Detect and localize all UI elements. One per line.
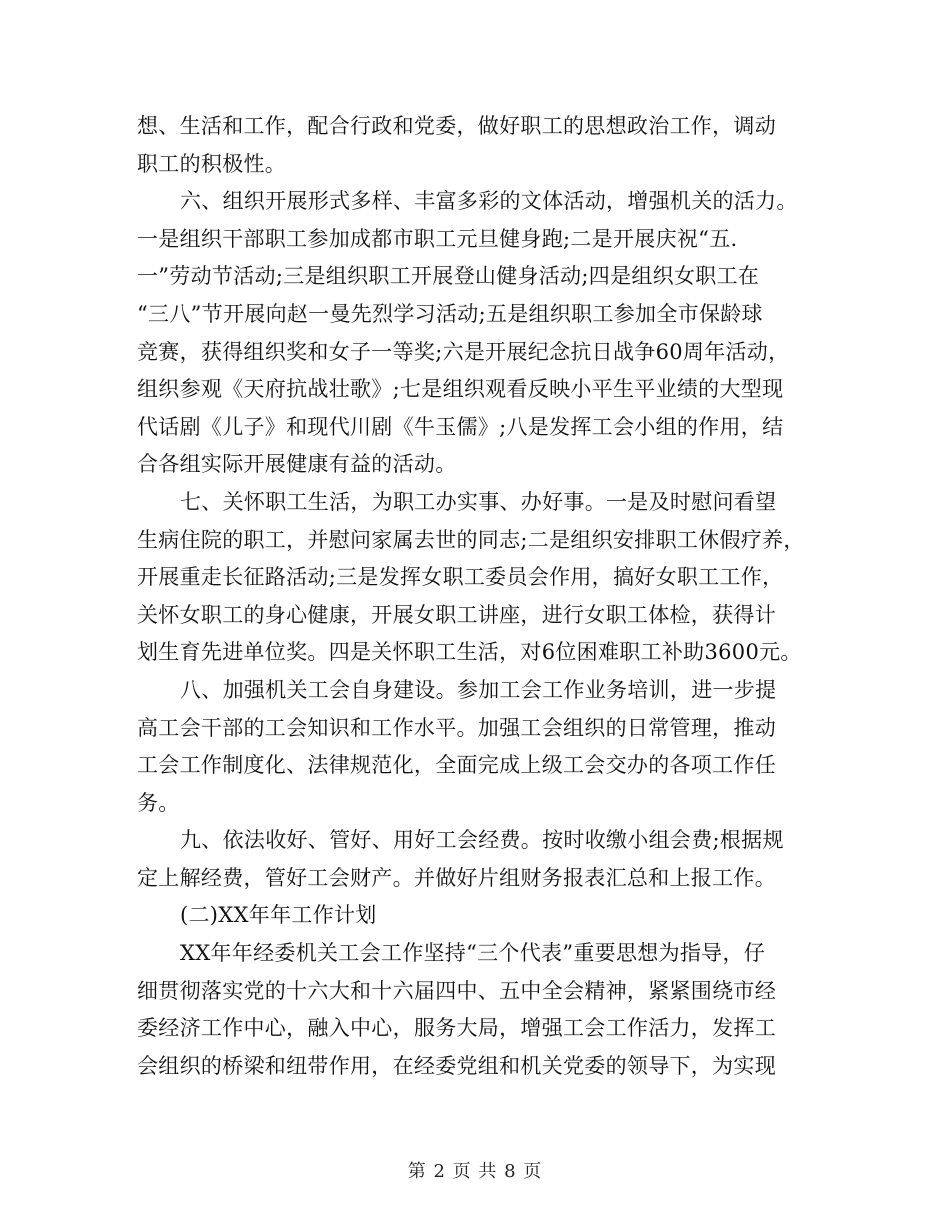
text-line: 划生育先进单位奖。四是关怀职工生活，对6位困难职工补助3600元。 (137, 640, 802, 665)
text-line: 细贯彻落实党的十六大和十六届四中、五中全会精神，紧紧围绕市经 (137, 978, 776, 1003)
section-heading (137, 897, 827, 935)
text-line: 合各组实际开展健康有益的活动。 (137, 452, 457, 477)
text-line: 生病住院的职工，并慰问家属去世的同志;二是组织安排职工休假疗养， (137, 527, 805, 552)
text-line: “三八”节开展向赵一曼先烈学习活动;五是组织职工参加全市保龄球 (137, 301, 763, 326)
text-line: 六、组织开展形式多样、丰富多彩的文体活动，增强机关的活力。 (180, 189, 798, 214)
text-line: 职工的积极性。 (137, 151, 287, 176)
text-line: 七、关怀职工生活，为职工办实事、办好事。一是及时慰问看望 (180, 489, 777, 514)
text-line: 想、生活和工作，配合行政和党委，做好职工的思想政治工作，调动 (137, 114, 776, 138)
section-heading-text: (二)XX年年工作计划 (180, 903, 377, 928)
paragraph-eight (137, 672, 827, 822)
document-body (137, 108, 827, 1085)
paragraph-continuation (137, 108, 827, 183)
text-line: 一”劳动节活动;三是组织职工开展登山健身活动;四是组织女职工在 (137, 264, 760, 289)
text-line: 委经济工作中心，融入中心，服务大局，增强工会工作活力，发挥工 (137, 1016, 776, 1041)
text-line: 八、加强机关工会自身建设。参加工会工作业务培训，进一步提 (180, 677, 777, 702)
text-line: XX年年经委机关工会工作坚持“三个代表”重要思想为指导，仔 (180, 941, 766, 966)
page-number-footer: 第 2 页 共 8 页 (407, 1161, 543, 1182)
paragraph-six (137, 183, 827, 484)
paragraph-plan (137, 935, 827, 1085)
text-line: 开展重走长征路活动;三是发挥女职工委员会作用，搞好女职工工作， (137, 565, 784, 590)
paragraph-seven (137, 484, 827, 672)
text-line: 代话剧《儿子》和现代川剧《牛玉儒》;八是发挥工会小组的作用，结 (137, 414, 784, 439)
text-line: 定上解经费，管好工会财产。并做好片组财务报表汇总和上报工作。 (137, 865, 776, 890)
text-line: 工会工作制度化、法律规范化，全面完成上级工会交办的各项工作任 (137, 753, 776, 778)
text-line: 关怀女职工的身心健康，开展女职工讲座，进行女职工体检，获得计 (137, 602, 776, 627)
text-line: 会组织的桥梁和纽带作用，在经委党组和机关党委的领导下，为实现 (137, 1053, 776, 1078)
text-line: 九、依法收好、管好、用好工会经费。按时收缴小组会费;根据规 (180, 828, 784, 853)
paragraph-nine (137, 822, 827, 897)
text-line: 务。 (137, 790, 180, 815)
text-line: 一是组织干部职工参加成都市职工元旦健身跑;二是开展庆祝“五. (137, 226, 738, 251)
text-line: 高工会干部的工会知识和工作水平。加强工会组织的日常管理，推动 (137, 715, 776, 740)
text-line: 组织参观《天府抗战壮歌》;七是组织观看反映小平生平业绩的大型现 (137, 377, 784, 402)
text-line: 竞赛，获得组织奖和女子一等奖;六是开展纪念抗日战争60周年活动， (137, 339, 790, 364)
